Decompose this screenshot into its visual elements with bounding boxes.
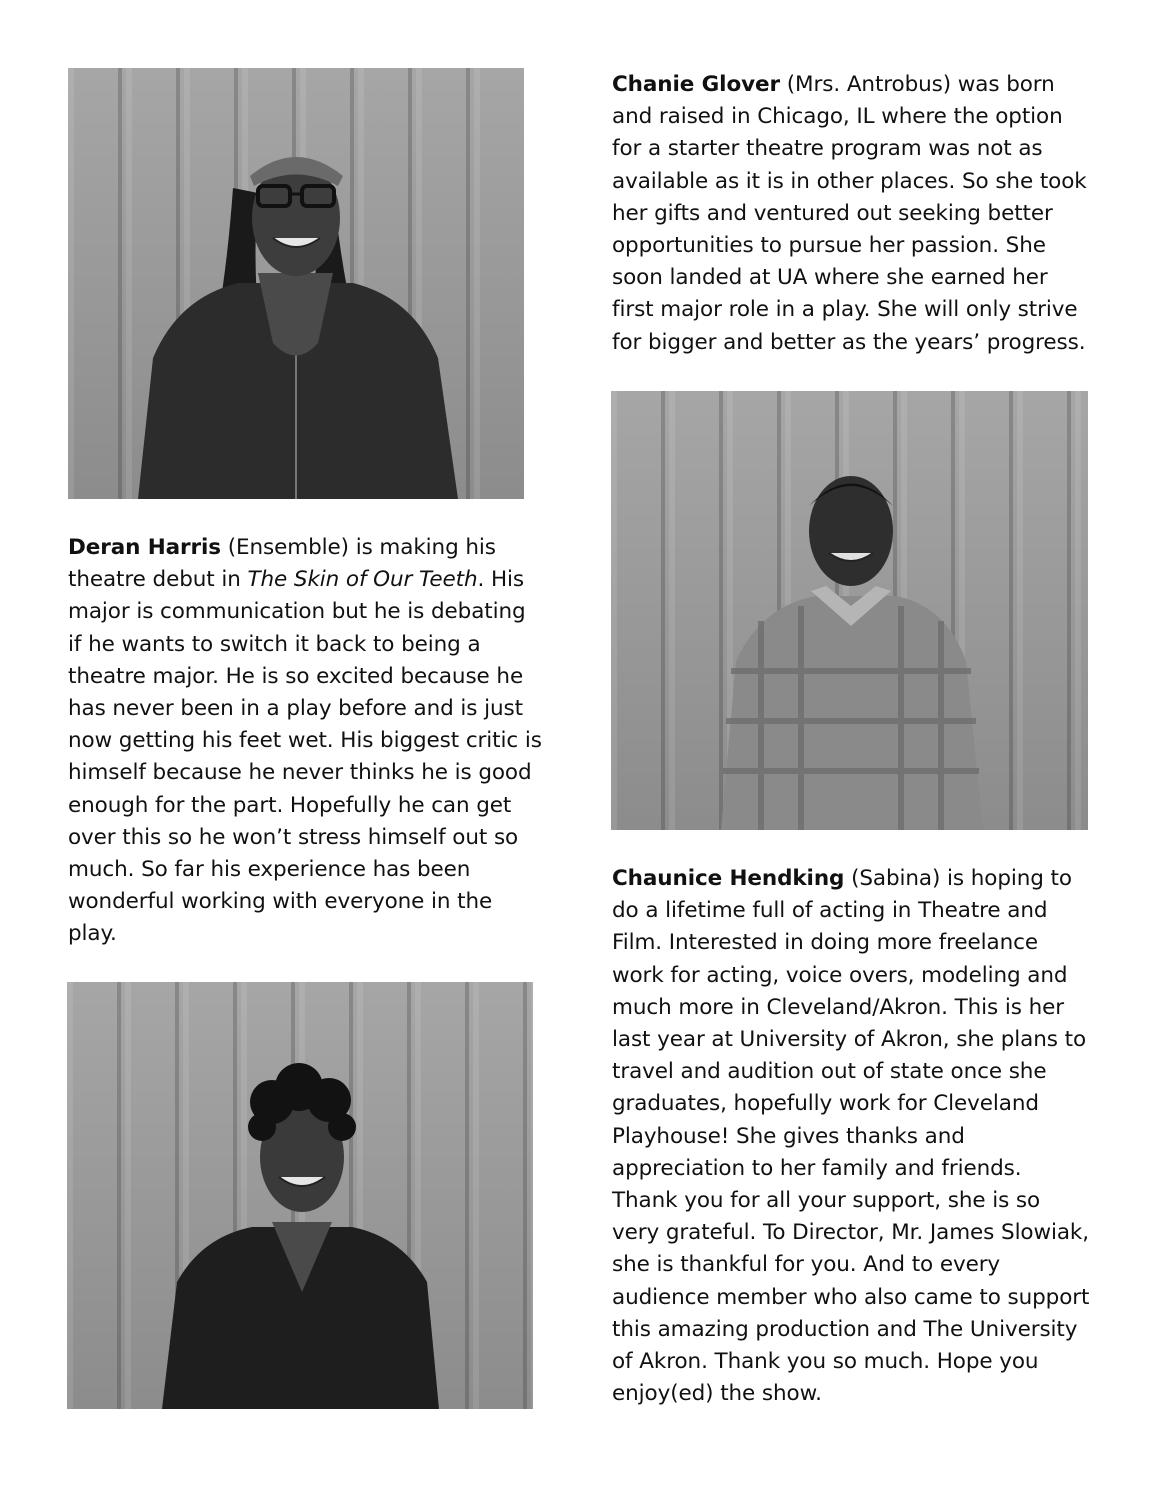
bio-chaunice-hendking xyxy=(612,863,1092,1410)
cast-role: (Sabina) xyxy=(851,866,941,891)
bio-text: . His major is communication but he is debating if he wants to switch it back to being a theatre major. He is so excited because he has never been in a play before and is just now getting his feet wet. His biggest critic is himself because he never thinks he is good enough for the part. Hopefully he can get over this so he won’t stress himself out so much. So far his experience has been wonderful working with everyone in the play. xyxy=(68,567,542,947)
cast-name: Chanie Glover xyxy=(612,72,781,97)
portrait-photo-chanie-glover xyxy=(68,68,524,499)
bio-text: is hoping to do a lifetime full of acting in Theatre and Film. Interested in doing more freelance work for acting, voice overs, modeling and much more in Cleveland/Akron. This is her last year at University of Akron, she plans to travel and audition out of state once she graduates, hopefully work for Cleveland Playhouse! She gives thanks and appreciation to her family and friends. Thank you for all your support, she is so very grateful. To Director, Mr. James Slowiak, she is thankful for you. And to every audience member who also came to support this amazing production and The University of Akron. Thank you so much. Hope you enjoy(ed) the show. xyxy=(612,866,1090,1407)
cast-name: Chaunice Hendking xyxy=(612,866,845,891)
bio-text: was born and raised in Chicago, IL where the option for a starter theatre program was not as available as it is in other places. So she took her gifts and ventured out seeking better opportunities to pursue her passion. She soon landed at UA where she earned her first major role in a play. She will only strive for bigger and better as the years’ progress. xyxy=(612,72,1087,355)
cast-role: (Mrs. Antrobus) xyxy=(786,72,952,97)
portrait-figure-2 xyxy=(611,391,1088,830)
cast-role: (Ensemble) xyxy=(227,535,349,560)
portrait-figure-1 xyxy=(68,68,524,499)
bio-chanie-glover xyxy=(612,69,1092,359)
portrait-photo-deran-harris xyxy=(611,391,1088,830)
cast-name: Deran Harris xyxy=(68,535,222,560)
portrait-figure-3 xyxy=(67,982,533,1409)
bio-text: is making his theatre debut in xyxy=(68,535,496,593)
play-title: The Skin of Our Teeth xyxy=(247,567,478,593)
portrait-photo-chaunice-hendking xyxy=(67,982,533,1409)
bio-deran-harris xyxy=(68,532,544,951)
